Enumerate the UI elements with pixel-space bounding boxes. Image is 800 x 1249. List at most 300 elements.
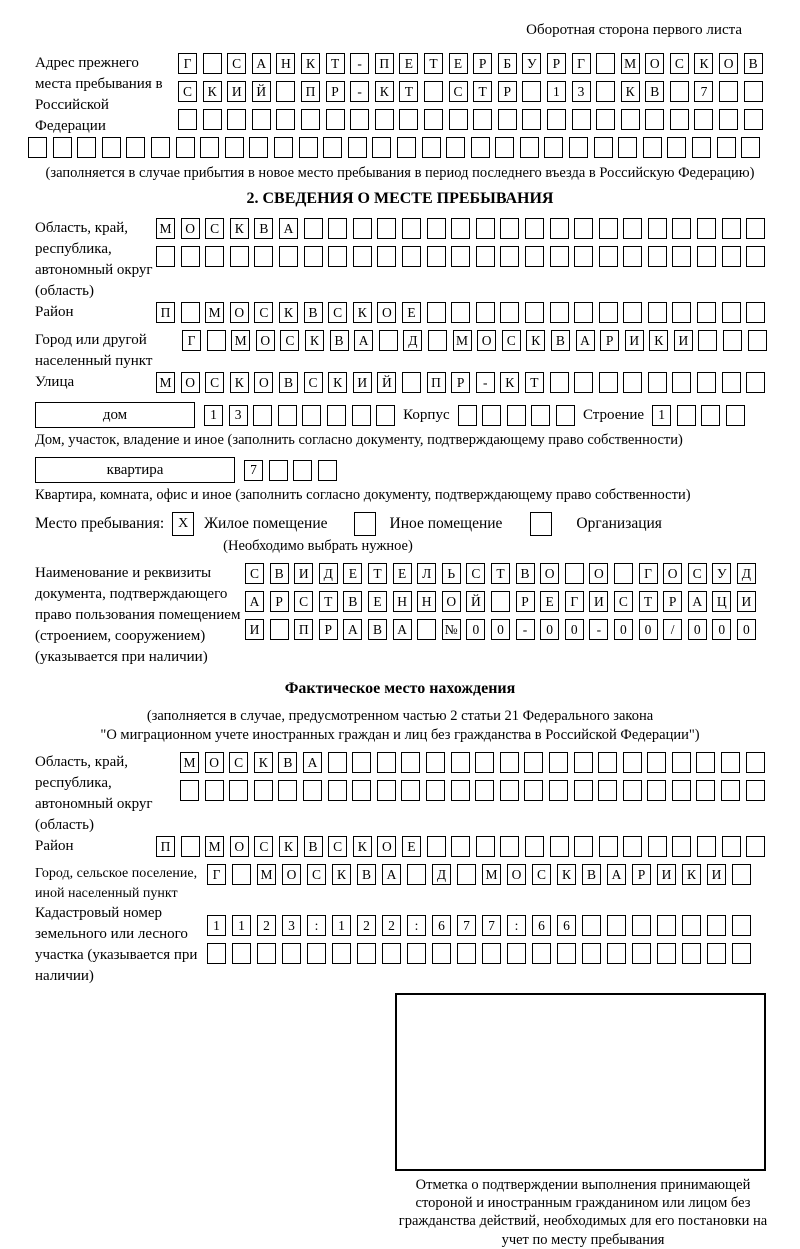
actual-city-row — [207, 864, 751, 885]
char-cell: О — [181, 218, 200, 239]
stay-type-label: Место пребывания: — [35, 515, 165, 532]
char-cell — [207, 330, 226, 351]
char-cell — [525, 246, 544, 267]
char-cell — [352, 752, 371, 773]
char-cell: П — [301, 81, 320, 102]
char-cell: Е — [540, 591, 559, 612]
char-cell — [746, 780, 765, 801]
street-block — [28, 372, 772, 400]
stay-type-checkbox-other — [354, 512, 376, 536]
char-cell — [180, 780, 199, 801]
char-cell: 7 — [694, 81, 713, 102]
char-cell — [574, 780, 593, 801]
char-cell — [181, 302, 200, 323]
cadastre-block — [28, 903, 772, 987]
char-cell: С — [227, 53, 246, 74]
char-cell: Н — [276, 53, 295, 74]
char-cell — [722, 218, 741, 239]
char-cell — [426, 780, 445, 801]
char-cell — [432, 943, 451, 964]
char-cell — [230, 246, 249, 267]
char-cell: Е — [449, 53, 468, 74]
region-row-2 — [156, 246, 765, 267]
char-cell — [621, 109, 640, 130]
char-cell: Й — [466, 591, 485, 612]
char-cell: С — [307, 864, 326, 885]
char-cell — [178, 109, 197, 130]
char-cell — [569, 137, 588, 158]
char-cell: К — [328, 372, 347, 393]
char-cell — [352, 405, 371, 426]
char-cell — [427, 302, 446, 323]
char-cell — [525, 302, 544, 323]
char-cell: А — [393, 619, 412, 640]
char-cell — [476, 218, 495, 239]
char-cell: И — [353, 372, 372, 393]
char-cell — [377, 780, 396, 801]
char-cell — [407, 943, 426, 964]
apartment-note: Квартира, комната, офис и иное (заполнить согласно документу, подтверждающему право собственности) — [35, 487, 691, 503]
char-cell: - — [476, 372, 495, 393]
char-cell: : — [407, 915, 426, 936]
char-cell — [746, 836, 765, 857]
char-cell: К — [500, 372, 519, 393]
char-cell — [550, 302, 569, 323]
char-cell — [544, 137, 563, 158]
char-cell — [677, 405, 696, 426]
char-cell — [746, 218, 765, 239]
char-cell — [701, 405, 720, 426]
char-cell — [77, 137, 96, 158]
char-cell: С — [449, 81, 468, 102]
char-cell: В — [278, 752, 297, 773]
char-cell — [424, 81, 443, 102]
char-cell: Г — [182, 330, 201, 351]
char-cell: О — [377, 302, 396, 323]
char-cell: Л — [417, 563, 436, 584]
char-cell: А — [382, 864, 401, 885]
char-cell — [744, 81, 763, 102]
char-cell — [350, 109, 369, 130]
char-cell: О — [507, 864, 526, 885]
apartment-box-label: квартира — [35, 457, 235, 483]
char-cell: А — [688, 591, 707, 612]
char-cell — [253, 405, 272, 426]
char-cell — [596, 109, 615, 130]
char-cell — [451, 836, 470, 857]
char-cell — [203, 53, 222, 74]
char-cell — [707, 943, 726, 964]
char-cell: В — [368, 619, 387, 640]
char-cell: К — [332, 864, 351, 885]
char-cell — [623, 302, 642, 323]
char-cell: И — [294, 563, 313, 584]
stay-type-option-organization: Организация — [576, 515, 662, 532]
char-cell: 3 — [572, 81, 591, 102]
char-cell — [672, 780, 691, 801]
char-cell: Г — [639, 563, 658, 584]
char-cell: А — [252, 53, 271, 74]
char-cell — [550, 218, 569, 239]
city-block — [28, 330, 772, 372]
char-cell: С — [178, 81, 197, 102]
char-cell — [726, 405, 745, 426]
char-cell — [402, 246, 421, 267]
char-cell — [376, 405, 395, 426]
char-cell: П — [156, 836, 175, 857]
char-cell — [623, 780, 642, 801]
char-cell: Д — [737, 563, 756, 584]
char-cell — [582, 943, 601, 964]
actual-region-block — [28, 752, 772, 836]
char-cell: 1 — [652, 405, 671, 426]
char-cell: Ц — [712, 591, 731, 612]
street-label: Улица — [35, 374, 75, 390]
char-cell: О — [719, 53, 738, 74]
char-cell — [565, 563, 584, 584]
char-cell: 1 — [332, 915, 351, 936]
stamp-caption: Отметка о подтверждении выполнения принимающей стороной и иностранным гражданином или лицом без гражданства действий, необходимых для его постановки на учет по месту пребывания — [398, 1177, 768, 1248]
char-cell — [746, 246, 765, 267]
char-cell — [549, 780, 568, 801]
char-cell — [623, 246, 642, 267]
char-cell: Т — [473, 81, 492, 102]
char-cell — [717, 137, 736, 158]
char-cell — [407, 864, 426, 885]
char-cell — [458, 405, 477, 426]
char-cell — [402, 218, 421, 239]
char-cell: 0 — [491, 619, 510, 640]
char-cell — [697, 836, 716, 857]
char-cell — [156, 246, 175, 267]
char-cell: М — [205, 836, 224, 857]
cadastre-label: Кадастровый номер земельного или лесного участка (указывается при наличии) — [35, 905, 198, 985]
char-cell: О — [282, 864, 301, 885]
char-cell — [522, 81, 541, 102]
char-cell — [692, 137, 711, 158]
char-cell: Т — [639, 591, 658, 612]
stay-type-option-other: Иное помещение — [389, 515, 503, 532]
char-cell — [451, 218, 470, 239]
char-cell — [181, 836, 200, 857]
char-cell: : — [307, 915, 326, 936]
char-cell: К — [230, 372, 249, 393]
char-cell — [500, 218, 519, 239]
char-cell — [53, 137, 72, 158]
char-cell: Б — [498, 53, 517, 74]
char-cell: О — [540, 563, 559, 584]
char-cell — [451, 246, 470, 267]
char-cell: 7 — [244, 460, 263, 481]
char-cell: Е — [393, 563, 412, 584]
char-cell — [401, 752, 420, 773]
char-cell: О — [477, 330, 496, 351]
char-cell — [417, 619, 436, 640]
actual-location-note-2: "О миграционном учете иностранных граждан и лиц без гражданства в Российской Федерации") — [100, 727, 700, 743]
char-cell — [397, 137, 416, 158]
char-cell — [278, 780, 297, 801]
char-cell: В — [551, 330, 570, 351]
char-cell: М — [453, 330, 472, 351]
char-cell — [557, 943, 576, 964]
prev-address-row-4 — [28, 137, 772, 158]
char-cell: Д — [319, 563, 338, 584]
char-cell: П — [427, 372, 446, 393]
char-cell: В — [582, 864, 601, 885]
house-row — [35, 402, 772, 428]
char-cell — [550, 836, 569, 857]
char-cell: П — [294, 619, 313, 640]
char-cell — [547, 109, 566, 130]
char-cell: И — [589, 591, 608, 612]
char-cell: В — [343, 591, 362, 612]
char-cell: С — [328, 836, 347, 857]
char-cell — [328, 780, 347, 801]
char-cell: У — [522, 53, 541, 74]
char-cell — [476, 302, 495, 323]
prev-address-row-1 — [178, 53, 763, 74]
char-cell — [348, 137, 367, 158]
char-cell: 1 — [232, 915, 251, 936]
char-cell: Е — [343, 563, 362, 584]
char-cell: К — [682, 864, 701, 885]
char-cell — [327, 405, 346, 426]
char-cell: Т — [319, 591, 338, 612]
char-cell — [500, 836, 519, 857]
char-cell — [598, 780, 617, 801]
char-cell — [424, 109, 443, 130]
char-cell — [254, 246, 273, 267]
char-cell: С — [294, 591, 313, 612]
char-cell — [476, 836, 495, 857]
city-row — [182, 330, 767, 351]
char-cell: С — [205, 372, 224, 393]
char-cell: О — [230, 302, 249, 323]
char-cell: И — [707, 864, 726, 885]
stay-type-checkbox-residential: X — [172, 512, 194, 536]
apartment-cells — [244, 460, 337, 481]
char-cell — [648, 246, 667, 267]
char-cell — [227, 109, 246, 130]
char-cell — [732, 864, 751, 885]
char-cell — [550, 372, 569, 393]
char-cell — [181, 246, 200, 267]
document-row-1 — [245, 563, 756, 584]
actual-location-note-1: (заполняется в случае, предусмотренном частью 2 статьи 21 Федерального закона — [146, 708, 654, 724]
char-cell — [748, 330, 767, 351]
char-cell — [746, 752, 765, 773]
char-cell: И — [625, 330, 644, 351]
char-cell — [719, 109, 738, 130]
char-cell — [207, 943, 226, 964]
stay-type-option-residential: Жилое помещение — [204, 515, 328, 532]
char-cell: Е — [402, 836, 421, 857]
char-cell: Р — [326, 81, 345, 102]
document-label: Наименование и реквизиты документа, подтверждающего право пользования помещением (строением, сооружением) (указывается при наличии) — [35, 565, 241, 665]
char-cell: Е — [399, 53, 418, 74]
cadastre-row-1 — [207, 915, 751, 936]
char-cell — [176, 137, 195, 158]
char-cell — [375, 109, 394, 130]
char-cell: К — [621, 81, 640, 102]
char-cell: К — [375, 81, 394, 102]
char-cell — [507, 405, 526, 426]
char-cell — [332, 943, 351, 964]
char-cell — [274, 137, 293, 158]
char-cell: К — [279, 836, 298, 857]
char-cell: Т — [491, 563, 510, 584]
prev-address-note: (заполняется в случае прибытия в новое место пребывания в период последнего въезда в Российскую Федерацию) — [45, 165, 755, 181]
district-row — [156, 302, 765, 323]
actual-district-label: Район — [35, 838, 74, 854]
char-cell — [377, 218, 396, 239]
char-cell — [532, 943, 551, 964]
stay-type-checkbox-organization — [530, 512, 552, 536]
char-cell — [721, 780, 740, 801]
char-cell — [594, 137, 613, 158]
char-cell: М — [156, 372, 175, 393]
char-cell: К — [353, 302, 372, 323]
char-cell — [531, 405, 550, 426]
char-cell: В — [279, 372, 298, 393]
document-block — [28, 563, 772, 668]
char-cell — [372, 137, 391, 158]
char-cell — [723, 330, 742, 351]
district-label: Район — [35, 304, 74, 320]
char-cell: 0 — [466, 619, 485, 640]
char-cell: 6 — [557, 915, 576, 936]
char-cell: П — [375, 53, 394, 74]
char-cell — [257, 943, 276, 964]
stroenie-label: Строение — [582, 406, 645, 423]
char-cell — [353, 246, 372, 267]
char-cell — [599, 218, 618, 239]
char-cell — [614, 563, 633, 584]
char-cell — [582, 915, 601, 936]
char-cell: 0 — [565, 619, 584, 640]
char-cell — [449, 109, 468, 130]
char-cell — [473, 109, 492, 130]
char-cell: Р — [663, 591, 682, 612]
char-cell — [623, 372, 642, 393]
char-cell — [270, 619, 289, 640]
char-cell — [657, 943, 676, 964]
char-cell: В — [357, 864, 376, 885]
char-cell: С — [245, 563, 264, 584]
char-cell — [657, 915, 676, 936]
prev-address-block — [28, 53, 772, 137]
char-cell — [524, 780, 543, 801]
char-cell: О — [181, 372, 200, 393]
char-cell — [299, 137, 318, 158]
char-cell: Й — [377, 372, 396, 393]
actual-district-block — [28, 836, 772, 864]
char-cell — [741, 137, 760, 158]
char-cell: С — [304, 372, 323, 393]
char-cell: К — [301, 53, 320, 74]
char-cell — [596, 53, 615, 74]
char-cell: Т — [424, 53, 443, 74]
char-cell — [672, 836, 691, 857]
char-cell — [203, 109, 222, 130]
char-cell: Д — [432, 864, 451, 885]
char-cell — [151, 137, 170, 158]
char-cell — [476, 246, 495, 267]
char-cell: М — [205, 302, 224, 323]
char-cell — [556, 405, 575, 426]
korpus-label: Корпус — [403, 406, 450, 423]
char-cell — [427, 836, 446, 857]
stroenie-cells — [652, 405, 745, 426]
char-cell — [574, 836, 593, 857]
char-cell — [326, 109, 345, 130]
char-cell — [102, 137, 121, 158]
char-cell — [377, 246, 396, 267]
char-cell: И — [227, 81, 246, 102]
char-cell — [482, 943, 501, 964]
char-cell — [722, 246, 741, 267]
char-cell — [707, 915, 726, 936]
char-cell — [328, 246, 347, 267]
char-cell — [647, 752, 666, 773]
region-block — [28, 218, 772, 302]
char-cell: О — [377, 836, 396, 857]
char-cell: 0 — [639, 619, 658, 640]
char-cell — [722, 302, 741, 323]
char-cell: К — [279, 302, 298, 323]
char-cell: 7 — [457, 915, 476, 936]
char-cell — [457, 943, 476, 964]
char-cell: 3 — [229, 405, 248, 426]
char-cell — [598, 752, 617, 773]
char-cell — [623, 836, 642, 857]
char-cell — [722, 372, 741, 393]
char-cell — [379, 330, 398, 351]
char-cell: С — [328, 302, 347, 323]
char-cell: М — [257, 864, 276, 885]
char-cell — [401, 780, 420, 801]
char-cell — [670, 81, 689, 102]
char-cell — [323, 137, 342, 158]
char-cell: К — [649, 330, 668, 351]
char-cell: И — [657, 864, 676, 885]
char-cell: 7 — [482, 915, 501, 936]
char-cell — [524, 752, 543, 773]
char-cell: Г — [207, 864, 226, 885]
char-cell: А — [343, 619, 362, 640]
char-cell — [232, 943, 251, 964]
section2-title: 2. СВЕДЕНИЯ О МЕСТЕ ПРЕБЫВАНИЯ — [246, 190, 554, 207]
prev-address-row-2 — [178, 81, 763, 102]
char-cell: С — [229, 752, 248, 773]
char-cell — [607, 943, 626, 964]
char-cell — [328, 218, 347, 239]
cadastre-row-2 — [207, 943, 751, 964]
char-cell: 1 — [207, 915, 226, 936]
char-cell: М — [156, 218, 175, 239]
char-cell: 1 — [204, 405, 223, 426]
stay-type-note: (Необходимо выбрать нужное) — [223, 538, 413, 554]
char-cell: А — [245, 591, 264, 612]
char-cell: К — [557, 864, 576, 885]
char-cell: / — [663, 619, 682, 640]
char-cell — [694, 109, 713, 130]
char-cell — [574, 372, 593, 393]
char-cell: О — [230, 836, 249, 857]
char-cell: Н — [393, 591, 412, 612]
char-cell: - — [350, 53, 369, 74]
char-cell: Т — [368, 563, 387, 584]
